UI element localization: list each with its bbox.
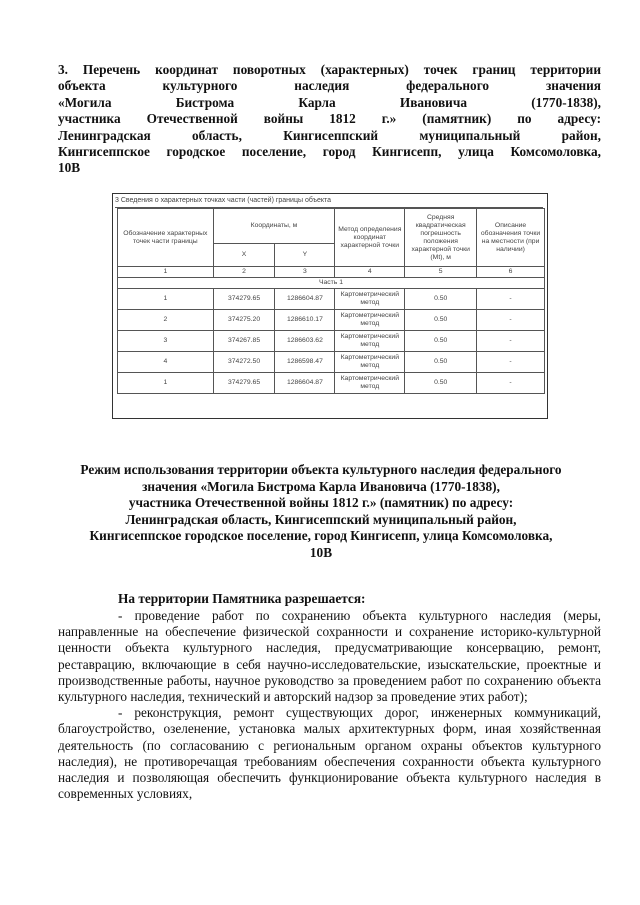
allowed-item: - реконструкция, ремонт существующих дорог, инженерных коммуникаций, благоустройство, озеленение, установка малых архитектурных форм, иная хозяйственная деятельность (по согласованию с региональным органом охраны объектов культурного наследия), не противоречащая требованиям обеспечения сохранности объекта культурного наследия и позволяющая обеспечить функционирование объекта культурного наследия в современных условиях, bbox=[58, 705, 601, 802]
regime-title-line: Кингисеппское городское поселение, город Кингисепп, улица Комсомоловка, bbox=[89, 528, 553, 543]
regime-title-line: Ленинградская область, Кингисеппский муниципальный район, bbox=[125, 511, 517, 527]
section-3-line: 10В bbox=[58, 160, 81, 176]
cell-x: 374275.20 bbox=[213, 310, 275, 331]
section-3-line: «Могила Бистрома Карла Ивановича (1770-1838), bbox=[58, 94, 601, 110]
section-3-line: 3. Перечень координат поворотных (характерных) точек границ территории bbox=[58, 62, 601, 77]
cell-error: 0.50 bbox=[405, 310, 477, 331]
column-number-row bbox=[118, 267, 545, 278]
table-row bbox=[118, 289, 545, 310]
cell-error: 0.50 bbox=[405, 373, 477, 394]
column-number: 4 bbox=[335, 267, 405, 278]
cell-point: 2 bbox=[118, 310, 214, 331]
column-number: 5 bbox=[405, 267, 477, 278]
cell-method: Картометрический метод bbox=[335, 331, 405, 352]
cell-description: - bbox=[477, 289, 545, 310]
regime-title-line: значения «Могила Бистрома Карла Ивановича (1770-1838), bbox=[142, 478, 500, 494]
part-row bbox=[118, 278, 545, 289]
header-point: Обозначение характерных точек части границы bbox=[118, 209, 214, 267]
cell-y: 1286598.47 bbox=[275, 352, 335, 373]
cell-y: 1286604.87 bbox=[275, 289, 335, 310]
cell-x: 374279.65 bbox=[213, 373, 275, 394]
section-3-line: Кингисеппское городское поселение, город Кингисепп, улица Комсомоловка, bbox=[58, 144, 601, 160]
column-number: 3 bbox=[275, 267, 335, 278]
section-3-line: Ленинградская область, Кингисеппский муниципальный район, bbox=[58, 127, 601, 143]
allowed-item: - проведение работ по сохранению объекта культурного наследия (меры, направленные на обеспечение физической сохранности и сохранение историко-культурной ценности объекта культурного наследия, предусматривающие консервацию, ремонт, реставрацию, включающие в себя научно-исследовательские, изыскательские, проектные и производственные работы, научное руководство за проведением работ по сохранению объекта культурного наследия, технический и авторский надзор за проведение этих работ); bbox=[58, 608, 601, 705]
cell-method: Картометрический метод bbox=[335, 289, 405, 310]
header-description: Описание обозначения точки на местности (при наличии) bbox=[477, 209, 545, 267]
cell-method: Картометрический метод bbox=[335, 373, 405, 394]
regime-body bbox=[58, 608, 601, 802]
cell-point: 4 bbox=[118, 352, 214, 373]
cell-point: 1 bbox=[118, 373, 214, 394]
cell-y: 1286610.17 bbox=[275, 310, 335, 331]
cell-x: 374272.50 bbox=[213, 352, 275, 373]
regime-title-line: 10В bbox=[309, 544, 333, 560]
cell-description: - bbox=[477, 373, 545, 394]
cell-method: Картометрический метод bbox=[335, 352, 405, 373]
header-error: Средняя квадратическая погрешность положения характерной точки (Mt), м bbox=[405, 209, 477, 267]
section-3-heading bbox=[58, 62, 601, 177]
cell-error: 0.50 bbox=[405, 289, 477, 310]
column-number: 1 bbox=[118, 267, 214, 278]
cell-description: - bbox=[477, 352, 545, 373]
coordinates-table-scan bbox=[112, 193, 548, 419]
table-caption: 3 Сведения о характерных точках части (частей) границы объекта bbox=[115, 195, 543, 208]
cell-error: 0.50 bbox=[405, 352, 477, 373]
section-3-line: объекта культурного наследия федерального значения bbox=[58, 78, 601, 94]
regime-title bbox=[60, 462, 582, 561]
cell-description: - bbox=[477, 331, 545, 352]
table-row bbox=[118, 373, 545, 394]
cell-x: 374279.65 bbox=[213, 289, 275, 310]
allowed-heading: На территории Памятника разрешается: bbox=[118, 591, 366, 606]
regime-title-line: Режим использования территории объекта культурного наследия федерального bbox=[80, 462, 562, 477]
header-y: Y bbox=[275, 244, 335, 267]
cell-y: 1286603.62 bbox=[275, 331, 335, 352]
column-number: 2 bbox=[213, 267, 275, 278]
header-coords: Координаты, м bbox=[213, 209, 335, 244]
table-row bbox=[118, 331, 545, 352]
header-x: X bbox=[213, 244, 275, 267]
cell-x: 374267.85 bbox=[213, 331, 275, 352]
cell-method: Картометрический метод bbox=[335, 310, 405, 331]
table-row bbox=[118, 352, 545, 373]
table-row bbox=[118, 310, 545, 331]
cell-point: 3 bbox=[118, 331, 214, 352]
section-3-line: участника Отечественной войны 1812 г.» (памятник) по адресу: bbox=[58, 111, 601, 127]
part-label: Часть 1 bbox=[118, 278, 545, 289]
coordinates-table bbox=[117, 208, 545, 394]
cell-error: 0.50 bbox=[405, 331, 477, 352]
header-method: Метод определения координат характерной точки bbox=[335, 209, 405, 267]
column-number: 6 bbox=[477, 267, 545, 278]
cell-description: - bbox=[477, 310, 545, 331]
cell-point: 1 bbox=[118, 289, 214, 310]
regime-title-line: участника Отечественной войны 1812 г.» (памятник) по адресу: bbox=[128, 495, 514, 510]
cell-y: 1286604.87 bbox=[275, 373, 335, 394]
